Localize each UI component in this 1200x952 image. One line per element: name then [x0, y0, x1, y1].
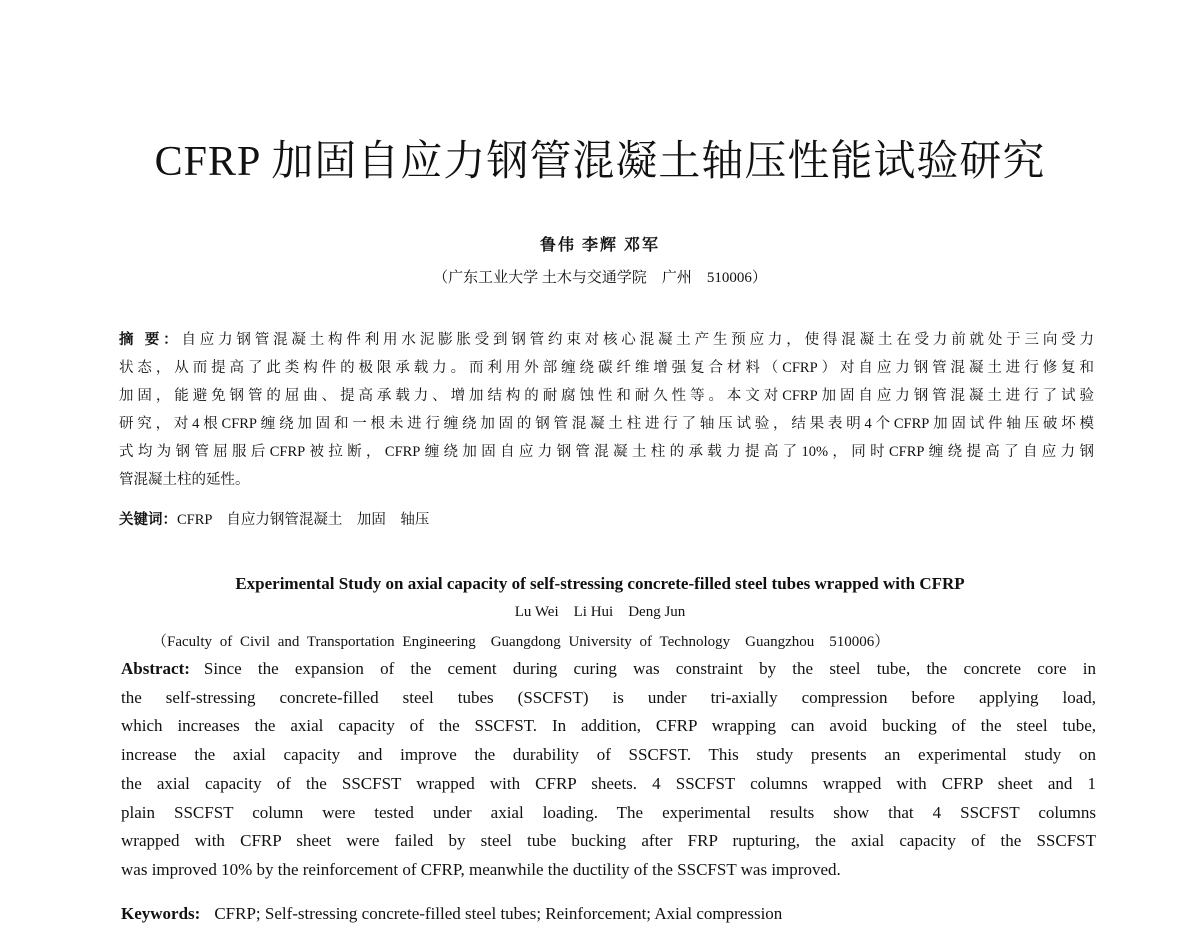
authors-cn: 鲁伟 李辉 邓军: [539, 237, 660, 254]
abstract-cn-line: 式均为钢管屈服后CFRP被拉断，CFRP缠绕加固自应力钢管混凝土柱的承载力提高了10%，同时CFRP缠绕提高了自应力钢: [119, 444, 1094, 460]
abstract-cn-line: 管混凝土柱的延性。: [119, 472, 250, 488]
affiliation-cn: （广东工业大学 土木与交通学院 广州 510006）: [433, 270, 767, 286]
keywords-cn-label: 关键词：: [119, 512, 177, 528]
abstract-en-line: increase the axial capacity and improve the durability of SSCFST. This study presents an experimental study on: [121, 745, 1096, 765]
abstract-en: [121, 655, 1096, 885]
abstract-en-line: the self-stressing concrete-filled steel tubes (SSCFST) is under tri-axially compression before applying load,: [121, 687, 1096, 707]
keywords-cn-text: CFRP 自应力钢管混凝土 加固 轴压: [177, 512, 430, 528]
abstract-cn-line: 自应力钢管混凝土构件利用水泥膨胀受到钢管约束对核心混凝土产生预应力，使得混凝土在受力前就处于三向受力: [181, 332, 1094, 348]
keywords-en-label: Keywords:: [121, 904, 201, 923]
abstract-en-label: Abstract:: [121, 659, 190, 678]
abstract-cn-line: 状态，从而提高了此类构件的极限承载力。而利用外部缠绕碳纤维增强复合材料（CFRP）对自应力钢管混凝土进行修复和: [119, 360, 1094, 376]
abstract-cn: [119, 326, 1094, 494]
keywords-en-text: CFRP; Self-stressing concrete-filled steel tubes; Reinforcement; Axial compression: [214, 904, 783, 923]
abstract-en-line: wrapped with CFRP sheet were failed by steel tube bucking after FRP rupturing, the axial capacity of the SSCFST: [121, 831, 1096, 851]
abstract-en-line: plain SSCFST column were tested under axial loading. The experimental results show that 4 SSCFST columns: [121, 802, 1096, 822]
authors-en: Lu Wei Li Hui Deng Jun: [514, 604, 686, 620]
paper-title-en: Experimental Study on axial capacity of self-stressing concrete-filled steel tubes wrapped with CFRP: [235, 574, 965, 593]
abstract-en-line: the axial capacity of the SSCFST wrapped with CFRP sheets. 4 SSCFST columns wrapped with CFRP sheet and 1: [121, 773, 1096, 793]
abstract-en-line: was improved 10% by the reinforcement of CFRP, meanwhile the ductility of the SSCFST was improved.: [121, 859, 841, 879]
abstract-cn-line: 加固，能避免钢管的屈曲、提高承载力、增加结构的耐腐蚀性和耐久性等。本文对CFRP加固自应力钢管混凝土进行了试验: [119, 388, 1094, 404]
abstract-cn-line: 研究，对4根CFRP缠绕加固和一根未进行缠绕加固的钢管混凝土柱进行了轴压试验，结果表明4个CFRP加固试件轴压破坏模: [119, 416, 1094, 432]
affiliation-en: （Faculty of Civil and Transportation Engineering Guangdong University of Technology Guangzhou 510006）: [152, 634, 890, 650]
paper-title: CFRP 加固自应力钢管混凝土轴压性能试验研究: [154, 139, 1046, 185]
abstract-en-line: Since the expansion of the cement during curing was constraint by the steel tube, the concrete core in: [203, 659, 1096, 678]
abstract-en-line: which increases the axial capacity of the SSCFST. In addition, CFRP wrapping can avoid bucking of the steel tube,: [121, 716, 1096, 736]
keywords-en: [121, 904, 782, 924]
abstract-cn-label: 摘 要：: [119, 332, 182, 348]
keywords-cn: [119, 508, 429, 529]
